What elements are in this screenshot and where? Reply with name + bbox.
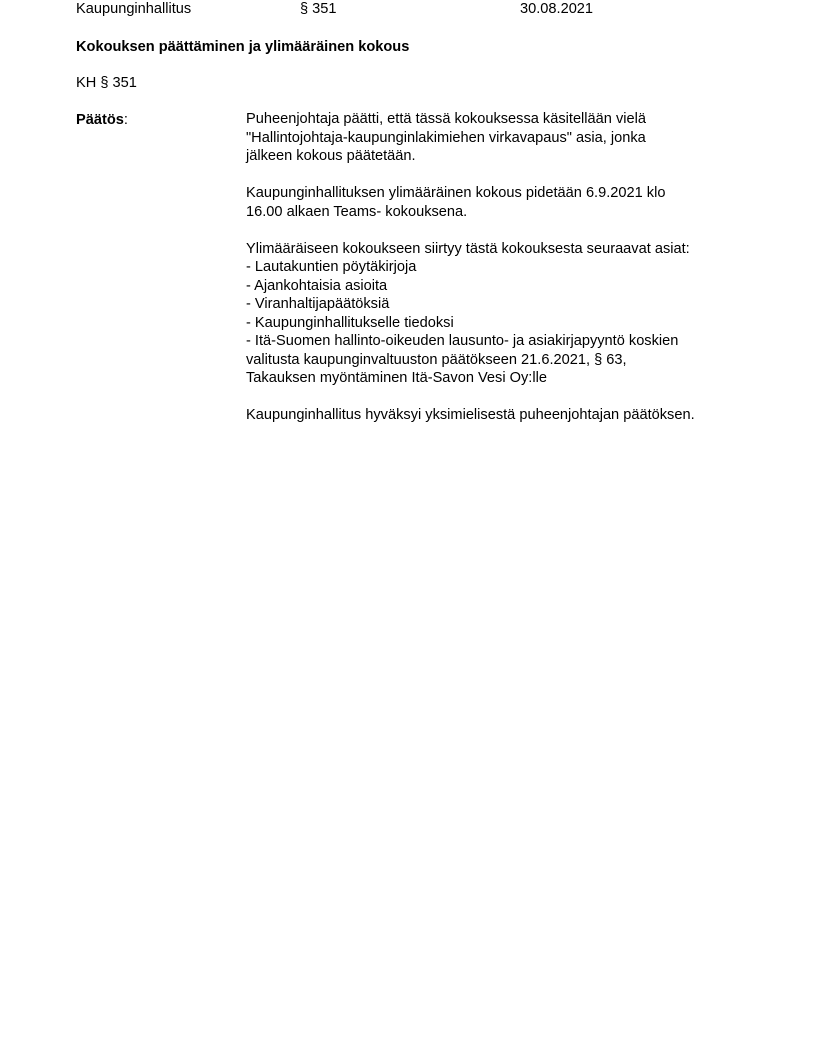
list-item: - Kaupunginhallitukselle tiedoksi: [246, 314, 454, 331]
header-section-number: § 351: [300, 1, 337, 17]
paragraph-line: "Hallintojohtaja-kaupunginlakimiehen virkavapaus" asia, jonka: [246, 129, 646, 146]
list-item: - Itä-Suomen hallinto-oikeuden lausunto- ja asiakirjapyyntö koskien: [246, 333, 679, 349]
paragraph-line: Kaupunginhallituksen ylimääräinen kokous pidetään 6.9.2021 klo: [246, 185, 666, 201]
list-item: - Viranhaltijapäätöksiä: [246, 296, 390, 312]
item-reference: KH § 351: [76, 75, 137, 91]
list-item-continuation: Takauksen myöntäminen Itä-Savon Vesi Oy:lle: [246, 370, 547, 386]
decision-label-text: Päätös: [76, 112, 124, 128]
decision-label: [76, 110, 128, 130]
decision-paragraph: [246, 110, 746, 166]
decision-label-suffix: :: [123, 112, 128, 128]
paragraph-line: Ylimääräiseen kokoukseen siirtyy tästä kokouksesta seuraavat asiat:: [246, 240, 690, 257]
item-title: Kokouksen päättäminen ja ylimääräinen kokous: [76, 39, 410, 55]
page-header: [76, 0, 756, 19]
list-item-continuation: valitusta kaupunginvaltuuston päätökseen 21.6.2021, § 63,: [246, 351, 627, 368]
list-item: - Ajankohtaisia asioita: [246, 277, 388, 294]
decision-paragraph: [246, 240, 746, 388]
list-item: - Lautakuntien pöytäkirjoja: [246, 259, 417, 275]
paragraph-line: Puheenjohtaja päätti, että tässä kokouksessa käsitellään vielä: [246, 111, 646, 127]
paragraph-line: 16.00 alkaen Teams- kokouksena.: [246, 203, 468, 220]
header-date: 30.08.2021: [520, 1, 594, 17]
decision-body: [246, 110, 746, 443]
decision-paragraph: [246, 184, 746, 221]
decision-paragraph: [246, 406, 746, 425]
header-body-name: Kaupunginhallitus: [76, 1, 192, 17]
paragraph-line: Kaupunginhallitus hyväksyi yksimielisestä puheenjohtajan päätöksen.: [246, 407, 695, 423]
paragraph-line: jälkeen kokous päätetään.: [246, 148, 416, 164]
